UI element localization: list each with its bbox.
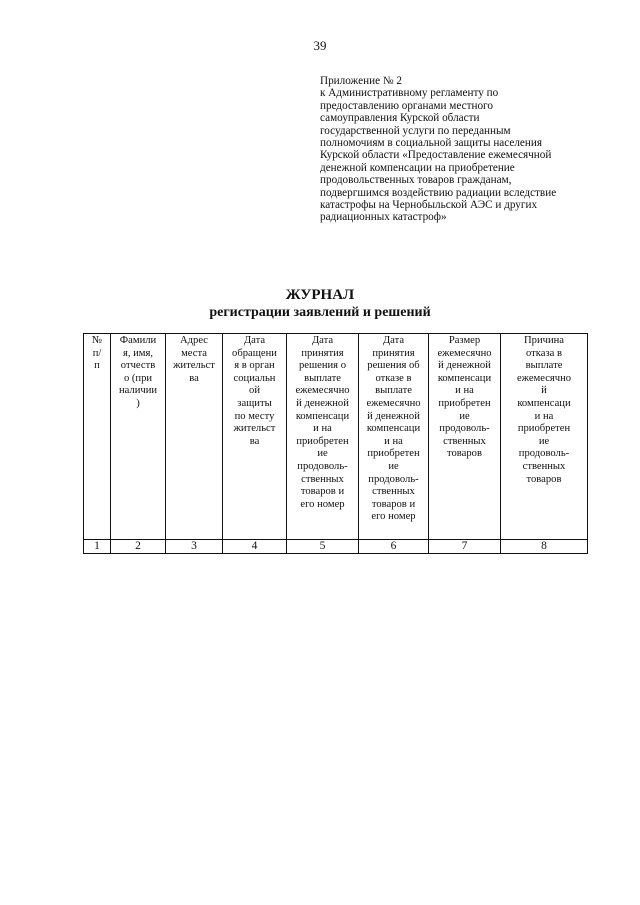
column-number: 5	[287, 540, 359, 554]
column-header-line: наличии	[118, 385, 158, 397]
column-header-line: ежемесячно	[516, 372, 572, 384]
column-header-line: ой	[249, 385, 260, 397]
column-number: 6	[359, 540, 429, 554]
appendix-line: продовольственных товаров гражданам,	[320, 174, 512, 187]
column-header-line: по месту	[234, 410, 275, 422]
column-header-line: принятия	[372, 347, 415, 359]
appendix-line: радиационных катастроф»	[320, 211, 447, 224]
column-header-line: товаров и	[371, 498, 416, 510]
appendix-line: денежной компенсации на приобретение	[320, 161, 515, 174]
appendix-line: подвергшимся воздействию радиации вследствие	[320, 186, 557, 199]
column-header-line: его номер	[300, 498, 345, 510]
column-header-line: товаров и	[300, 486, 345, 498]
column-header-line: Причина	[524, 335, 564, 346]
appendix-line: самоуправления Курской области	[320, 112, 480, 125]
column-header-line: я в орган	[234, 360, 275, 372]
column-number: 8	[501, 540, 588, 554]
column-header-line: Дата	[243, 335, 266, 346]
column-header-line: приобретен	[367, 448, 420, 460]
column-header-line: Дата	[311, 335, 334, 346]
column-header-line: товаров	[526, 473, 562, 485]
column-header-line: принятия	[301, 347, 344, 359]
column-header-line: компенсаци	[366, 423, 421, 435]
column-header-line: продоволь-	[297, 460, 348, 472]
column-header-line: отказа в	[525, 347, 562, 359]
column-header-line: )	[136, 397, 140, 409]
column-number: 3	[166, 540, 223, 554]
column-header-line: и на	[455, 385, 474, 397]
column-header-line: ие	[538, 435, 550, 447]
column-header-line: й денежной	[367, 410, 420, 422]
column-header-line: отчеств	[120, 360, 156, 372]
column-header-line: приобретен	[296, 435, 349, 447]
column-header-line: п	[94, 360, 100, 372]
appendix-block	[320, 75, 620, 224]
column-number: 7	[429, 540, 501, 554]
column-header	[287, 334, 359, 540]
column-header-line: решения об	[367, 360, 420, 372]
column-header-line: обращени	[232, 347, 277, 359]
column-header-line: й денежной	[438, 360, 491, 372]
column-header-line: его номер	[371, 511, 416, 523]
journal-table	[83, 333, 588, 554]
column-header-line: решения о	[298, 360, 346, 372]
column-header-line: №	[91, 335, 103, 346]
column-header-line: Фамили	[119, 335, 157, 346]
column-header-line: отказе в	[375, 372, 412, 384]
column-header-line: ежемесячно	[366, 397, 421, 409]
appendix-line: государственной услуги по переданным	[320, 124, 511, 137]
column-header-line: й денежной	[296, 397, 349, 409]
column-header	[223, 334, 287, 540]
column-header-line: выплате	[525, 360, 563, 372]
column-header-line: и на	[313, 423, 332, 435]
column-header-line: ие	[459, 410, 470, 422]
column-number: 2	[111, 540, 166, 554]
column-header-line: ежемесячно	[437, 347, 492, 359]
column-header-line: жительст	[173, 360, 215, 372]
column-header-line: й	[541, 385, 547, 397]
column-header-line: товаров	[447, 448, 482, 460]
column-header-line: ие	[317, 448, 328, 460]
column-header-line: ственных	[301, 473, 344, 485]
column-header-line: продоволь-	[518, 448, 570, 460]
document-subtitle: регистрации заявлений и решений	[209, 305, 431, 320]
column-header-line: Размер	[448, 335, 481, 346]
column-header-line: я, имя,	[122, 347, 154, 359]
column-header-line: продоволь-	[368, 473, 419, 485]
appendix-line: полномочиям в социальной защиты населения	[320, 137, 543, 150]
appendix-line: Приложение № 2	[320, 75, 402, 87]
document-title: ЖУРНАЛ	[285, 287, 355, 303]
appendix-line: к Административному регламенту по	[320, 87, 499, 100]
column-header-line: социальн	[233, 372, 276, 384]
column-header-line: жительст	[233, 423, 276, 435]
appendix-line: Курской области «Предоставление ежемесячной	[320, 149, 552, 162]
column-header	[359, 334, 429, 540]
table-row	[84, 540, 588, 554]
column-header-line: ственных	[443, 435, 486, 447]
column-header	[111, 334, 166, 540]
table-header-row	[84, 334, 588, 540]
column-header-line: о (при	[123, 372, 153, 384]
column-header-line: места	[181, 347, 207, 359]
column-header	[501, 334, 588, 540]
column-header-line: и на	[534, 410, 554, 422]
column-header-line: компенсаци	[517, 397, 571, 409]
column-header	[166, 334, 223, 540]
column-header-line: защиты	[237, 397, 272, 409]
column-header-line: компенсаци	[437, 372, 492, 384]
column-header-line: продоволь-	[439, 423, 490, 435]
column-header-line: выплате	[304, 372, 341, 384]
column-header	[429, 334, 501, 540]
column-header-line: ственных	[522, 460, 566, 472]
column-header-line: п/	[92, 347, 102, 359]
column-header-line: ва	[249, 435, 260, 447]
column-header-line: приобретен	[438, 397, 491, 409]
column-header	[84, 334, 111, 540]
appendix-line: предоставлению органами местного	[320, 99, 493, 112]
column-header-line: и на	[384, 435, 403, 447]
page-number: 39	[313, 38, 327, 53]
column-number: 1	[84, 540, 111, 554]
column-header-line: ие	[388, 460, 399, 472]
column-header-line: выплате	[375, 385, 412, 397]
appendix-line: катастрофы на Чернобыльской АЭС и других	[320, 199, 538, 212]
column-header-line: Адрес	[179, 335, 208, 346]
column-header-line: ва	[189, 372, 199, 384]
column-header-line: Дата	[382, 335, 405, 346]
column-number: 4	[223, 540, 287, 554]
column-header-line: ственных	[372, 486, 415, 498]
column-header-line: приобретен	[517, 423, 571, 435]
column-header-line: ежемесячно	[295, 385, 350, 397]
column-header-line: компенсаци	[295, 410, 350, 422]
